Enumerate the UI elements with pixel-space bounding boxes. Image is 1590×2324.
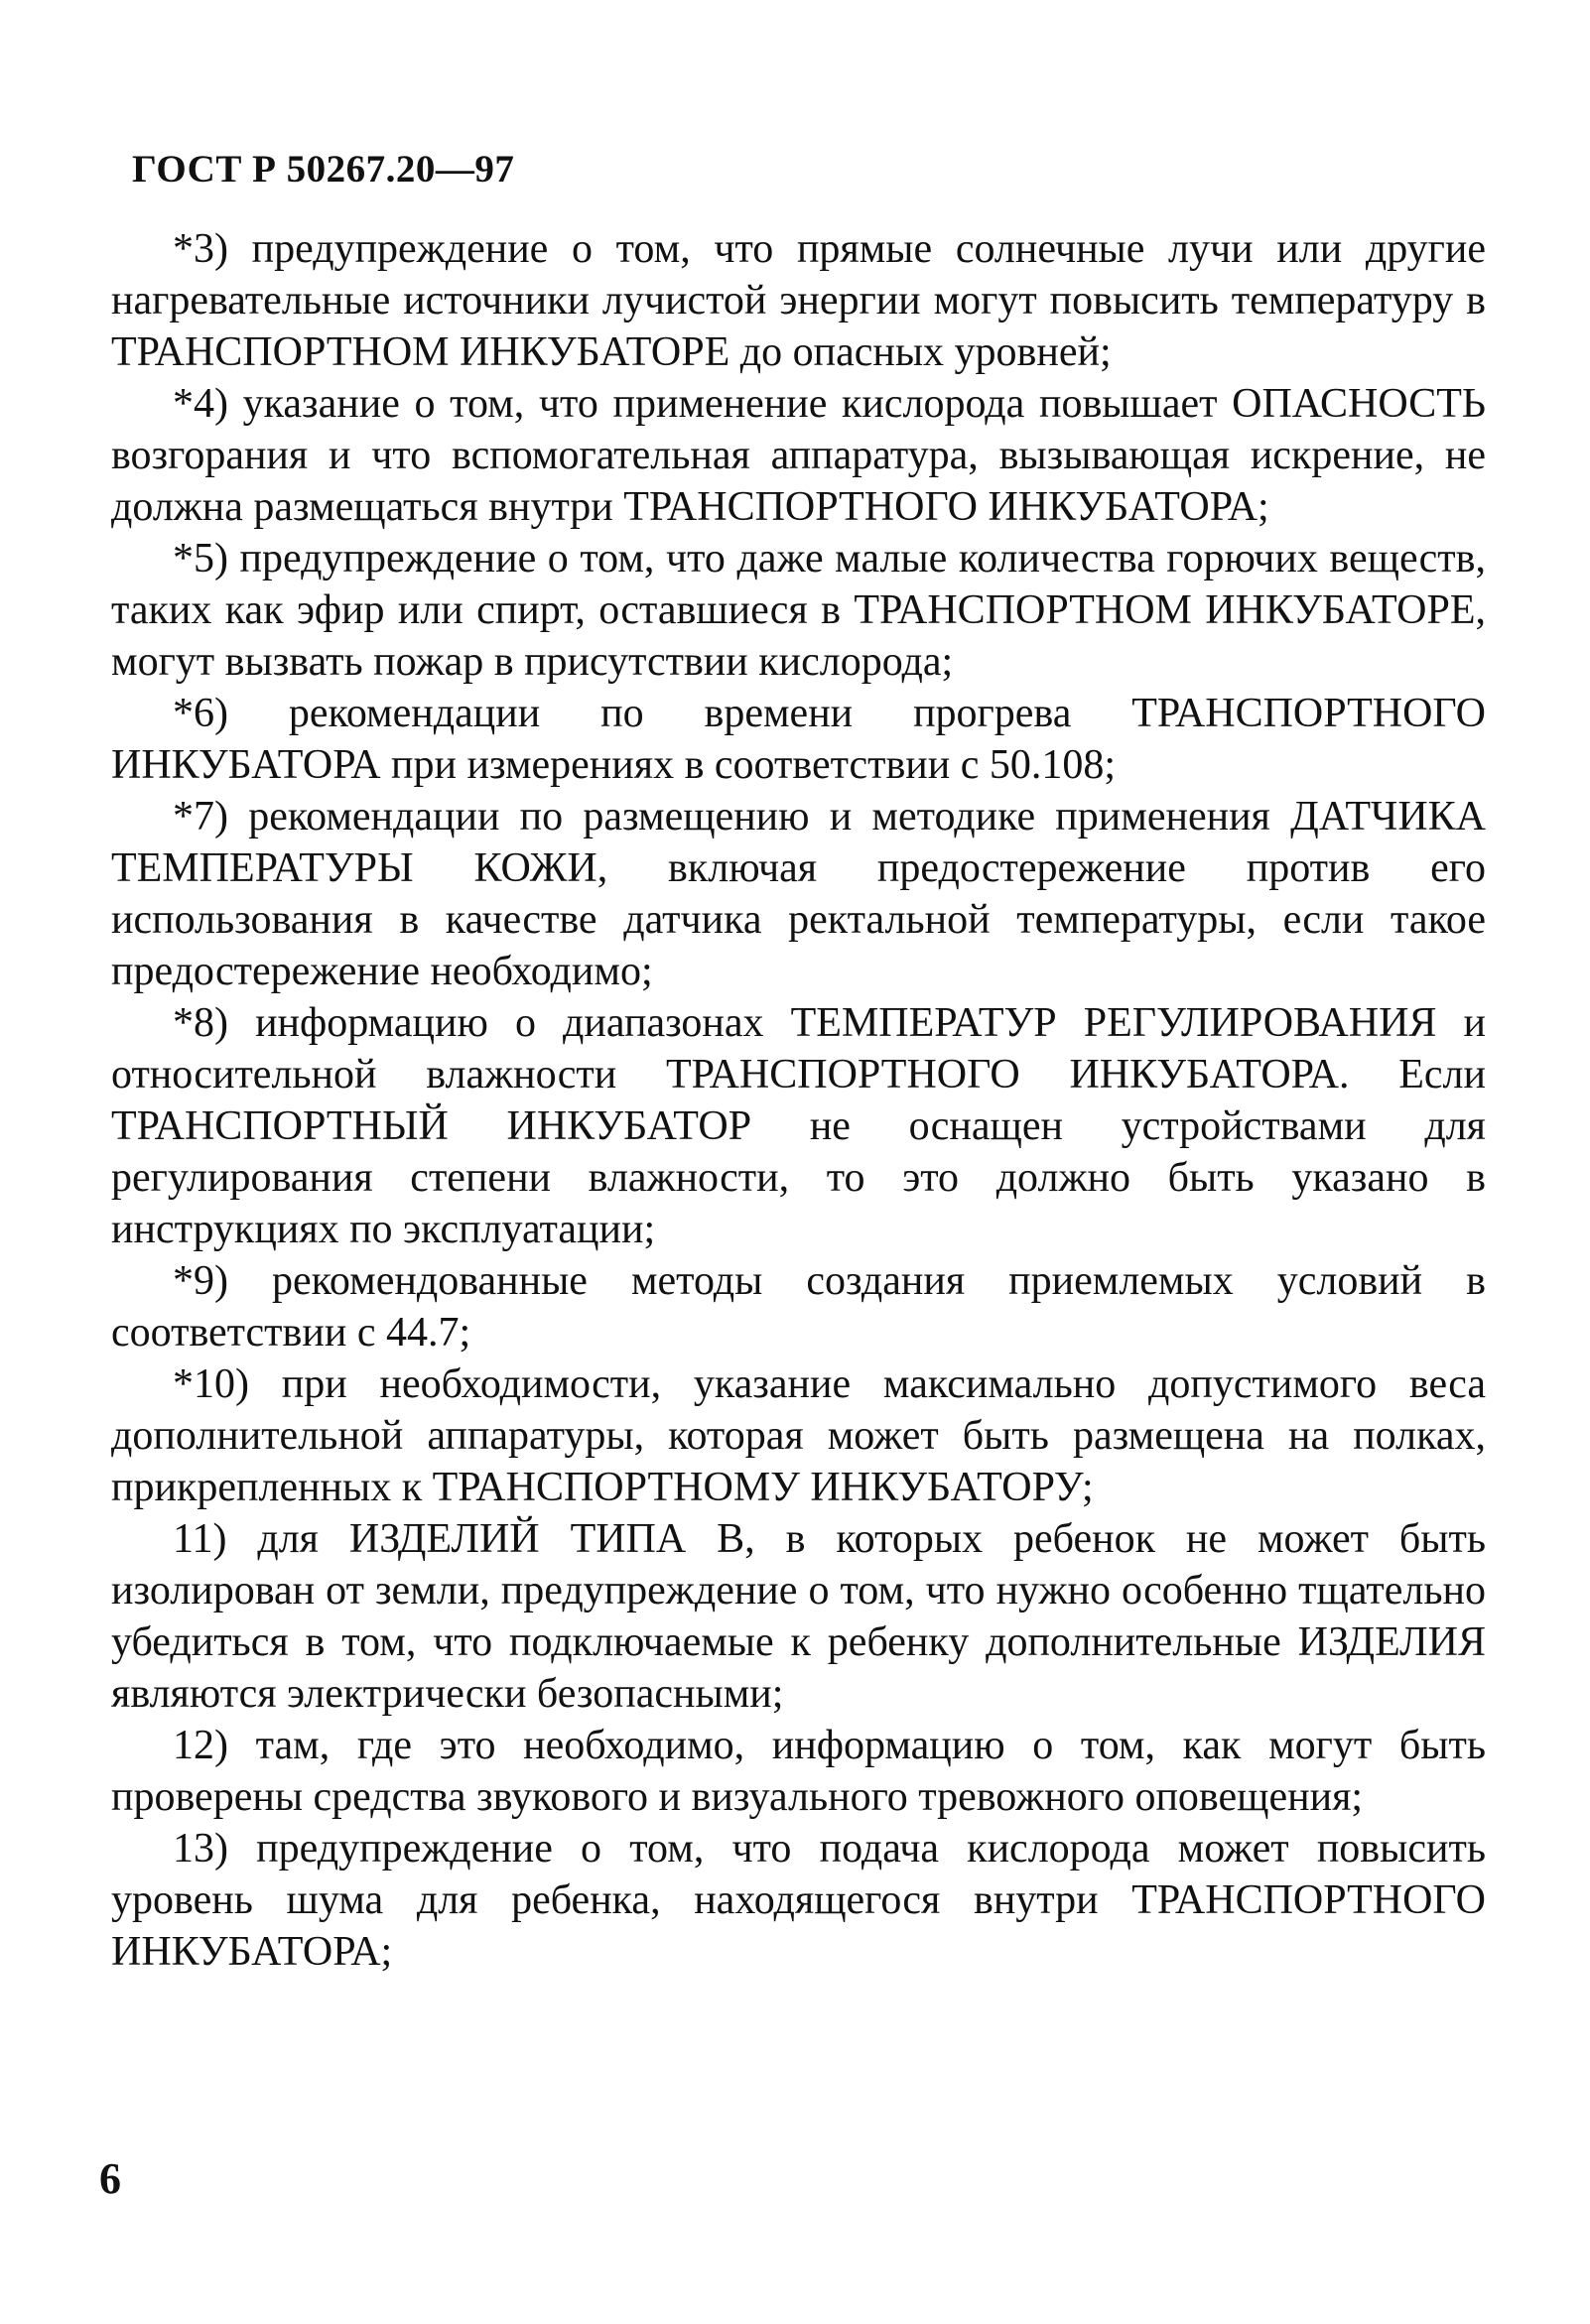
document-body bbox=[111, 223, 1486, 1978]
document-header: ГОСТ Р 50267.20—97 bbox=[132, 148, 515, 191]
list-item-12: 12) там, где это необходимо, информацию о том, как могут быть проверены средства звукового и визуального тревожного оповещения; bbox=[111, 1723, 1486, 1820]
list-item-10: *10) при необходимости, указание максимально допустимого веса дополнительной аппаратуры, которая может быть размещена на полках, прикрепленных к ТРАНСПОРТНОМУ ИНКУБАТОРУ; bbox=[111, 1361, 1486, 1510]
list-item-8: *8) информацию о диапазонах ТЕМПЕРАТУР РЕГУЛИРОВАНИЯ и относительной влажности ТРАНСПОРТНОГО ИНКУБАТОРА. Если ТРАНСПОРТНЫЙ ИНКУБАТОР не оснащен устройствами для регулирования степени влажности, то это должно быть указано в инструкциях по эксплуатации; bbox=[111, 1000, 1486, 1252]
list-item-4: *4) указание о том, что применение кислорода повышает ОПАСНОСТЬ возгорания и что вспомогательная аппаратура, вызывающая искрение, не должна размещаться внутри ТРАНСПОРТНОГО ИНКУБАТОРА; bbox=[111, 381, 1486, 530]
list-item-7: *7) рекомендации по размещению и методике применения ДАТЧИКА ТЕМПЕРАТУРЫ КОЖИ, включая предостережение против его использования в качестве датчика ректальной температуры, если такое предостережение необходимо; bbox=[111, 794, 1486, 994]
list-item-6: *6) рекомендации по времени прогрева ТРАНСПОРТНОГО ИНКУБАТОРА при измерениях в соответствии с 50.108; bbox=[111, 691, 1486, 788]
list-item-3: *3) предупреждение о том, что прямые солнечные лучи или другие нагревательные источники лучистой энергии могут повысить температуру в ТРАНСПОРТНОМ ИНКУБАТОРЕ до опасных уровней; bbox=[111, 226, 1486, 375]
list-item-13: 13) предупреждение о том, что подача кислорода может повысить уровень шума для ребенка, находящегося внутри ТРАНСПОРТНОГО ИНКУБАТОРА; bbox=[111, 1826, 1486, 1975]
list-item-11: 11) для ИЗДЕЛИЙ ТИПА В, в которых ребенок не может быть изолирован от земли, предупреждение о том, что нужно особенно тщательно убедиться в том, что подключаемые к ребенку дополнительные ИЗДЕЛИЯ являются электрически безопасными; bbox=[111, 1516, 1486, 1717]
list-item-5: *5) предупреждение о том, что даже малые количества горючих веществ, таких как эфир или спирт, оставшиеся в ТРАНСПОРТНОМ ИНКУБАТОРЕ, могут вызвать пожар в присутствии кислорода; bbox=[111, 536, 1486, 685]
page-number: 6 bbox=[99, 2154, 121, 2203]
list-item-9: *9) рекомендованные методы создания приемлемых условий в соответствии с 44.7; bbox=[111, 1258, 1486, 1356]
